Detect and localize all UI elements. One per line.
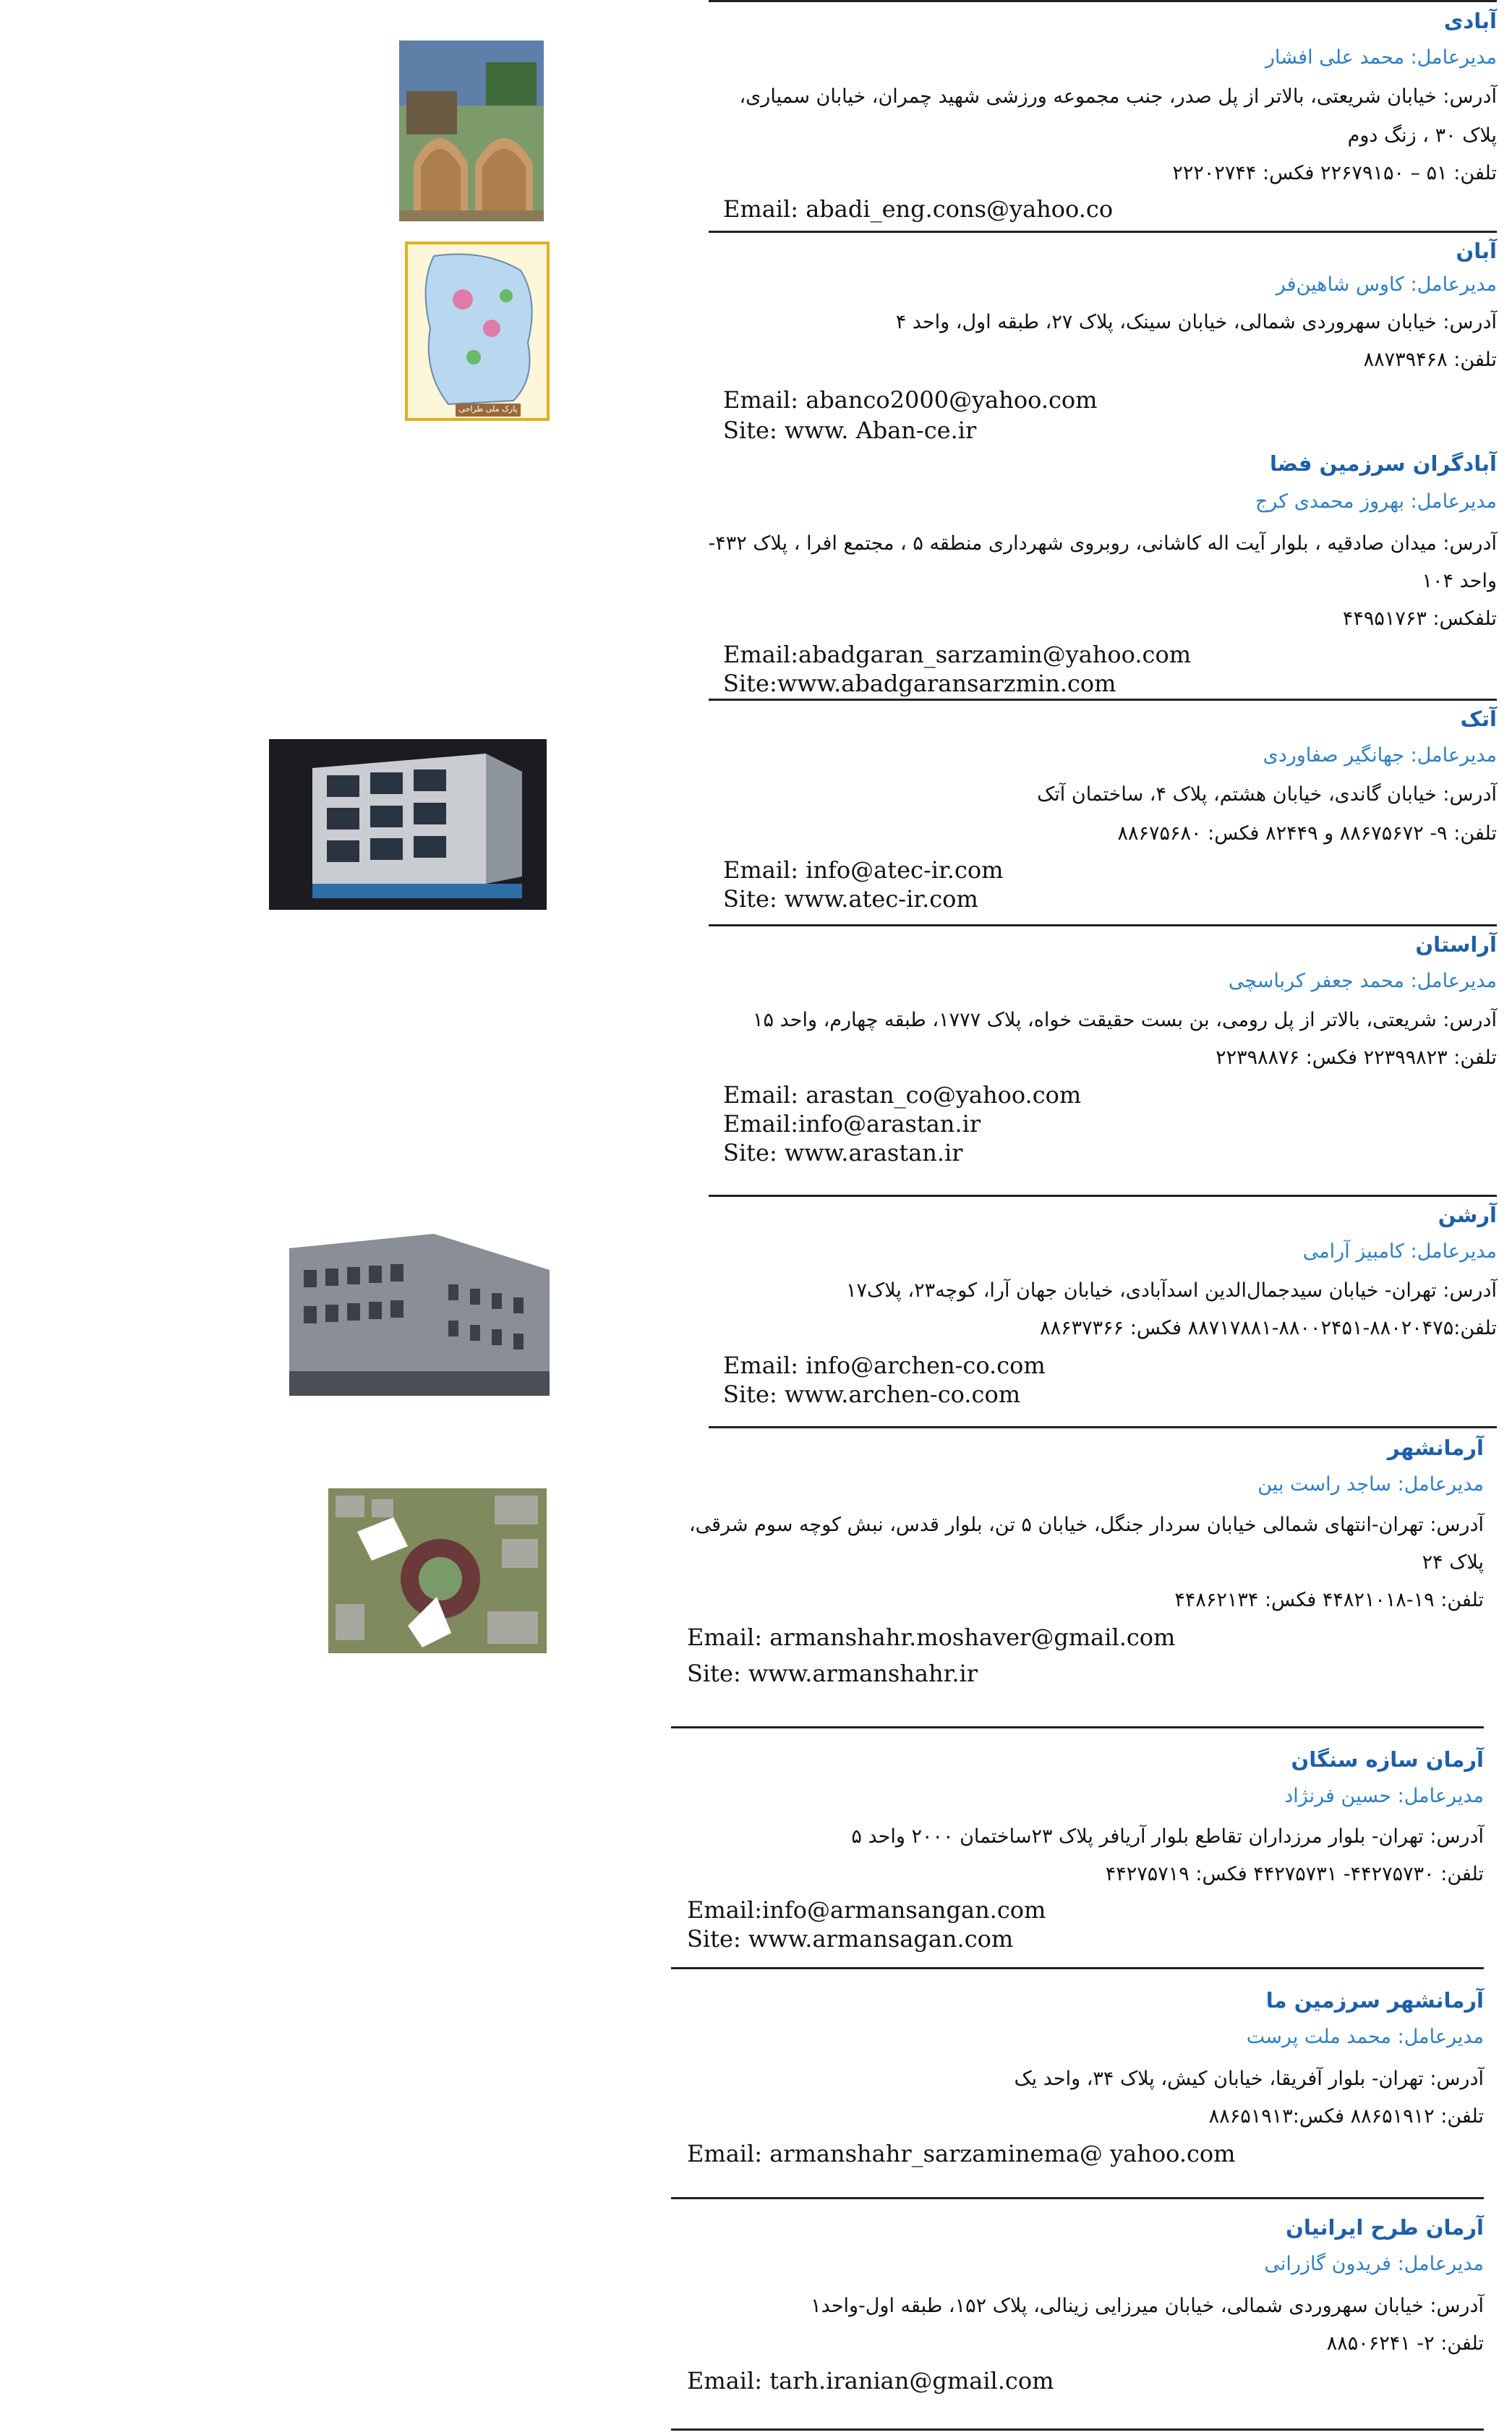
company-entry-aban — [723, 231, 1497, 448]
site-line: Site: www.armanshahr.ir — [687, 1660, 978, 1687]
phone-line: تلفن:۸۸۰۲۰۴۷۵-۸۸۰۰۲۴۵۱-۸۸۷۱۷۸۸۱ فکس: ۸۸۶۳۷۳۶۶ — [1040, 1317, 1497, 1339]
manager-line: مدیرعامل: بهروز محمدی کرج — [1255, 490, 1497, 513]
address-line-2: پلاک ۲۴ — [1422, 1551, 1484, 1574]
email-line: Email: abadi_eng.cons@yahoo.co — [723, 195, 1114, 223]
manager-line: مدیرعامل: جهانگیر صفاوردی — [1263, 744, 1497, 767]
company-map-aban — [405, 242, 550, 421]
phone-line: تلفکس: ۴۴۹۵۱۷۶۳ — [1342, 607, 1497, 630]
phone-line: تلفن: ۲۲۳۹۹۸۲۳ فکس: ۲۲۳۹۸۸۷۶ — [1216, 1046, 1497, 1069]
email-line: Email: armanshahr.moshaver@gmail.com — [687, 1624, 1176, 1651]
company-photo-atec — [269, 739, 547, 910]
manager-line: مدیرعامل: ساجد راست بین — [1257, 1473, 1484, 1496]
address-line: آدرس: تهران-انتهای شمالی خیابان سردار جنگل، خیابان ۵ تن، بلوار قدس، نبش کوچه سوم شرقی، — [688, 1514, 1484, 1536]
entry-divider — [671, 2428, 1484, 2431]
manager-line: مدیرعامل: محمد ملت پرست — [1246, 2026, 1484, 2048]
manager-line: مدیرعامل: کامبیز آرامی — [1302, 1240, 1497, 1263]
company-entry-arman-sazeh-sangan — [687, 1727, 1484, 1966]
phone-line: تلفن: ۸۸۶۵۱۹۱۲ فکس:۸۸۶۵۱۹۱۳ — [1208, 2105, 1484, 2128]
email-line: Email: abanco2000@yahoo.com — [723, 386, 1098, 414]
site-line: Site:www.abadgaransarzmin.com — [723, 670, 1116, 697]
email-line: Email:info@armansangan.com — [687, 1896, 1046, 1924]
manager-line: مدیرعامل: محمد جعفر کرباسچی — [1228, 970, 1497, 992]
address-line: آدرس: خیابان سهروردی شمالی، خیابان میرزایی زینالی، پلاک ۱۵۲، طبقه اول-واحد۱ — [811, 2295, 1484, 2317]
site-line: Site: www.archen-co.com — [723, 1381, 1021, 1408]
phone-line: تلفن: ۸۸۷۳۹۴۶۸ — [1363, 349, 1497, 371]
email-line: Email: tarh.iranian@gmail.com — [687, 2367, 1054, 2395]
map-caption: پارک ملی طراحی — [458, 404, 518, 414]
site-line: Site: www.atec-ir.com — [723, 885, 978, 913]
manager-line: مدیرعامل: حسین فرنژاد — [1284, 1785, 1484, 1807]
email-line: Email: arastan_co@yahoo.com — [723, 1081, 1082, 1109]
site-line: Site: www. Aban-ce.ir — [723, 417, 977, 444]
address-line: آدرس: تهران- خیابان سیدجمال‌الدین اسدآبادی، خیابان جهان آرا، کوچه۲۳، پلاک۱۷ — [846, 1279, 1497, 1302]
company-name: آرمان طرح ایرانیان — [1286, 2215, 1484, 2240]
manager-line: مدیرعامل: فریدون گازرانی — [1264, 2253, 1484, 2275]
company-entry-archen — [723, 1195, 1497, 1427]
phone-line: تلفن: ۲- ۸۸۵۰۶۲۴۱ — [1326, 2332, 1484, 2355]
company-name: آرمانشهر سرزمین ما — [1265, 1988, 1484, 2013]
address-line: آدرس: تهران- بلوار مرزداران تقاطع بلوار آریافر پلاک ۲۳ساختمان ۲۰۰۰ واحد ۵ — [851, 1825, 1484, 1848]
address-line-2: واحد ۱۰۴ — [1422, 570, 1497, 592]
address-line: آدرس: تهران- بلوار آفریقا، خیابان کیش، پلاک ۳۴، واحد یک — [1014, 2068, 1484, 2090]
company-entry-atec — [723, 699, 1497, 924]
company-name: آبادی — [1443, 9, 1497, 33]
email-line-2: Email:info@arastan.ir — [723, 1110, 981, 1138]
company-name: آبادگران سرزمین فضا — [1270, 451, 1497, 476]
address-line-2: پلاک ۳۰ ، زنگ دوم — [1347, 124, 1497, 147]
company-name: آتک — [1460, 707, 1497, 731]
company-entry-arman-tarh-iranian — [687, 2198, 1484, 2429]
address-line: آدرس: خیابان شریعتی، بالاتر از پل صدر، جنب مجموعه ورزشی شهید چمران، خیابان سمیاری، — [739, 85, 1497, 108]
company-name: آبان — [1456, 239, 1497, 263]
site-line: Site: www.armansagan.com — [687, 1925, 1014, 1953]
site-line: Site: www.arastan.ir — [723, 1139, 963, 1167]
company-entry-arastan — [723, 925, 1497, 1193]
address-line: آدرس: خیابان گاندی، خیابان هشتم، پلاک ۴، ساختمان آتک — [1037, 783, 1497, 806]
email-line: Email: info@atec-ir.com — [723, 856, 1004, 884]
company-name: آرشن — [1438, 1203, 1497, 1227]
email-line: Email: armanshahr_sarzaminema@ yahoo.com — [687, 2140, 1236, 2167]
manager-line: مدیرعامل: محمد علی افشار — [1265, 46, 1497, 69]
address-line: آدرس: میدان صادقیه ، بلوار آیت اله کاشانی، روبروی شهرداری منطقه ۵ ، مجتمع افرا ، پلاک ۴۳۲- — [708, 532, 1497, 555]
company-name: آرمان سازه سنگان — [1291, 1747, 1484, 1772]
company-entry-armanshahr — [687, 1427, 1484, 1702]
email-line: Email:abadgaran_sarzamin@yahoo.com — [723, 641, 1192, 668]
phone-line: تلفن: ۵۱ – ۲۲۶۷۹۱۵۰ فکس: ۲۲۲۰۲۷۴۴ — [1172, 162, 1497, 184]
address-line: آدرس: شریعتی، بالاتر از پل رومی، بن بست حقیقت خواه، پلاک ۱۷۷۷، طبقه چهارم، واحد ۱۵ — [753, 1009, 1497, 1031]
manager-line: مدیرعامل: کاوس شاهین‌فر — [1276, 273, 1497, 296]
address-line: آدرس: خیابان سهروردی شمالی، خیابان سینک، پلاک ۲۷، طبقه اول، واحد ۴ — [895, 311, 1497, 333]
phone-line: تلفن: ۹- ۸۸۶۷۵۶۷۲ و ۸۲۴۴۹ فکس: ۸۸۶۷۵۶۸۰ — [1117, 822, 1497, 845]
company-entry-abadi — [723, 0, 1497, 228]
company-name: آراستان — [1415, 932, 1497, 957]
company-entry-armanshahr-sarzamin-ma — [687, 1968, 1484, 2199]
phone-line: تلفن: ۴۴۲۷۵۷۳۰- ۴۴۲۷۵۷۳۱ فکس: ۴۴۲۷۵۷۱۹ — [1105, 1863, 1484, 1885]
company-photo-armanshahr — [328, 1488, 547, 1653]
company-photo-archen — [289, 1227, 550, 1396]
email-line: Email: info@archen-co.com — [723, 1352, 1046, 1379]
company-entry-abadgaran — [708, 445, 1497, 699]
company-name: آرمانشهر — [1387, 1436, 1484, 1460]
company-photo-abadi — [399, 40, 544, 221]
phone-line: تلفن: ۱۹-۴۴۸۲۱۰۱۸ فکس: ۴۴۸۶۲۱۳۴ — [1174, 1589, 1484, 1611]
